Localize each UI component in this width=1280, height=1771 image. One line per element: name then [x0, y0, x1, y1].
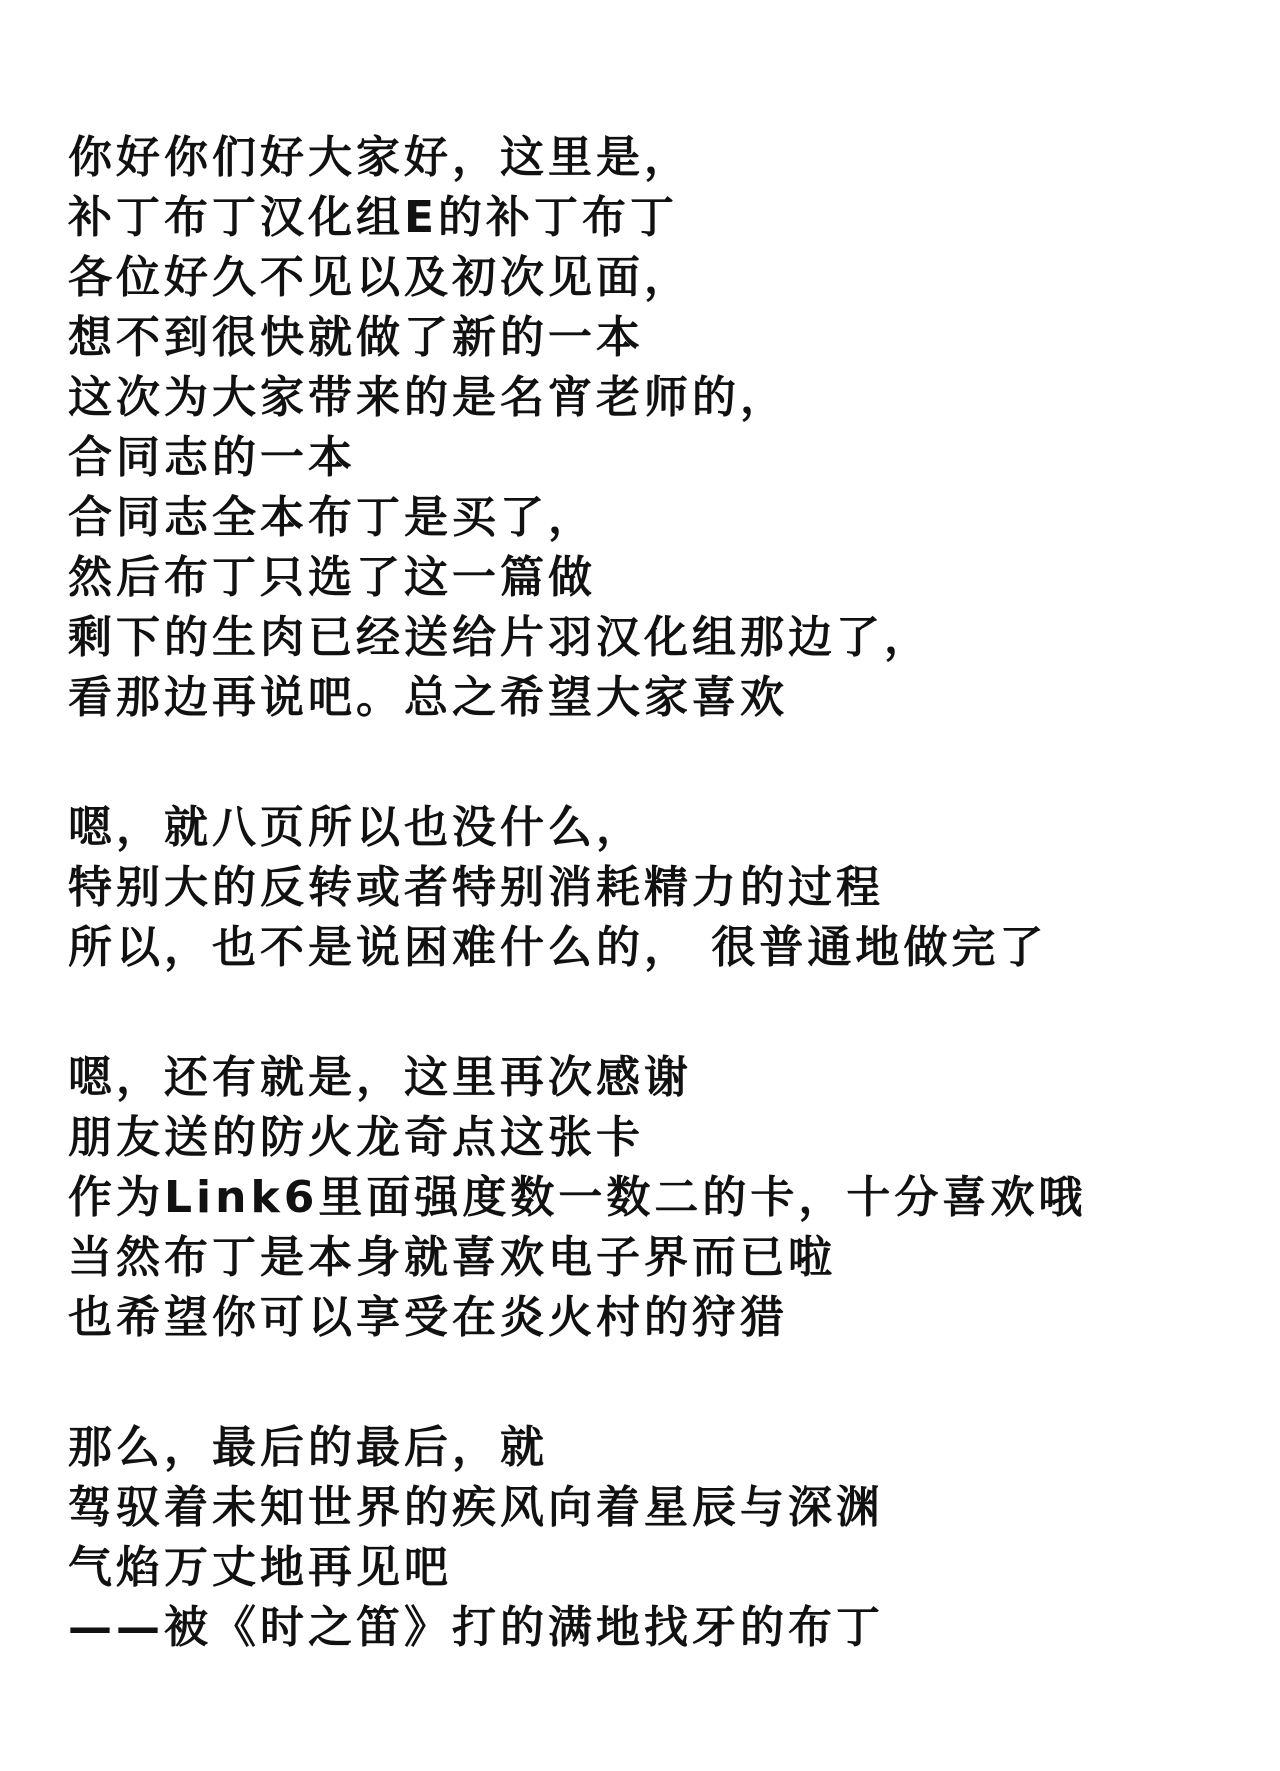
text-line: 气焰万丈地再见吧: [68, 1542, 452, 1593]
afterword-text: [68, 128, 1248, 1658]
text-line: 各位好久不见以及初次见面，: [68, 252, 692, 303]
paragraph-process: [68, 798, 1248, 978]
text-line: 这次为大家带来的是名宵老师的，: [68, 372, 788, 423]
text-line: 合同志的一本: [68, 432, 356, 483]
text-line: 朋友送的防火龙奇点这张卡: [68, 1112, 644, 1163]
paragraph-farewell: [68, 1418, 1248, 1658]
paragraph-greeting: [68, 128, 1248, 728]
signature-line: ——被《时之笛》打的满地找牙的布丁: [68, 1602, 884, 1653]
text-line: 想不到很快就做了新的一本: [68, 312, 644, 363]
text-line: 合同志全本布丁是买了，: [68, 492, 596, 543]
text-line: 你好你们好大家好，这里是，: [68, 132, 692, 183]
text-line: 看那边再说吧。总之希望大家喜欢: [68, 672, 788, 723]
text-line: 剩下的生肉已经送给片羽汉化组那边了，: [68, 612, 932, 663]
text-line: 当然布丁是本身就喜欢电子界而已啦: [68, 1232, 836, 1283]
text-line: 作为Link6里面强度数一数二的卡，十分喜欢哦: [68, 1172, 1087, 1223]
text-line: 也希望你可以享受在炎火村的狩猎: [68, 1292, 788, 1343]
text-line: 所以，也不是说困难什么的， 很普通地做完了: [68, 922, 1048, 973]
paragraph-thanks: [68, 1048, 1248, 1348]
text-line: 驾驭着未知世界的疾风向着星辰与深渊: [68, 1482, 884, 1533]
text-line: 补丁布丁汉化组E的补丁布丁: [68, 192, 679, 243]
text-line: 然后布丁只选了这一篇做: [68, 552, 596, 603]
text-line: 嗯，还有就是，这里再次感谢: [68, 1052, 692, 1103]
paragraph-gap: [68, 978, 1248, 1048]
text-line: 嗯，就八页所以也没什么，: [68, 802, 644, 853]
text-line: 特别大的反转或者特别消耗精力的过程: [68, 862, 884, 913]
paragraph-gap: [68, 1348, 1248, 1418]
paragraph-gap: [68, 728, 1248, 798]
text-line: 那么，最后的最后，就: [68, 1422, 548, 1473]
